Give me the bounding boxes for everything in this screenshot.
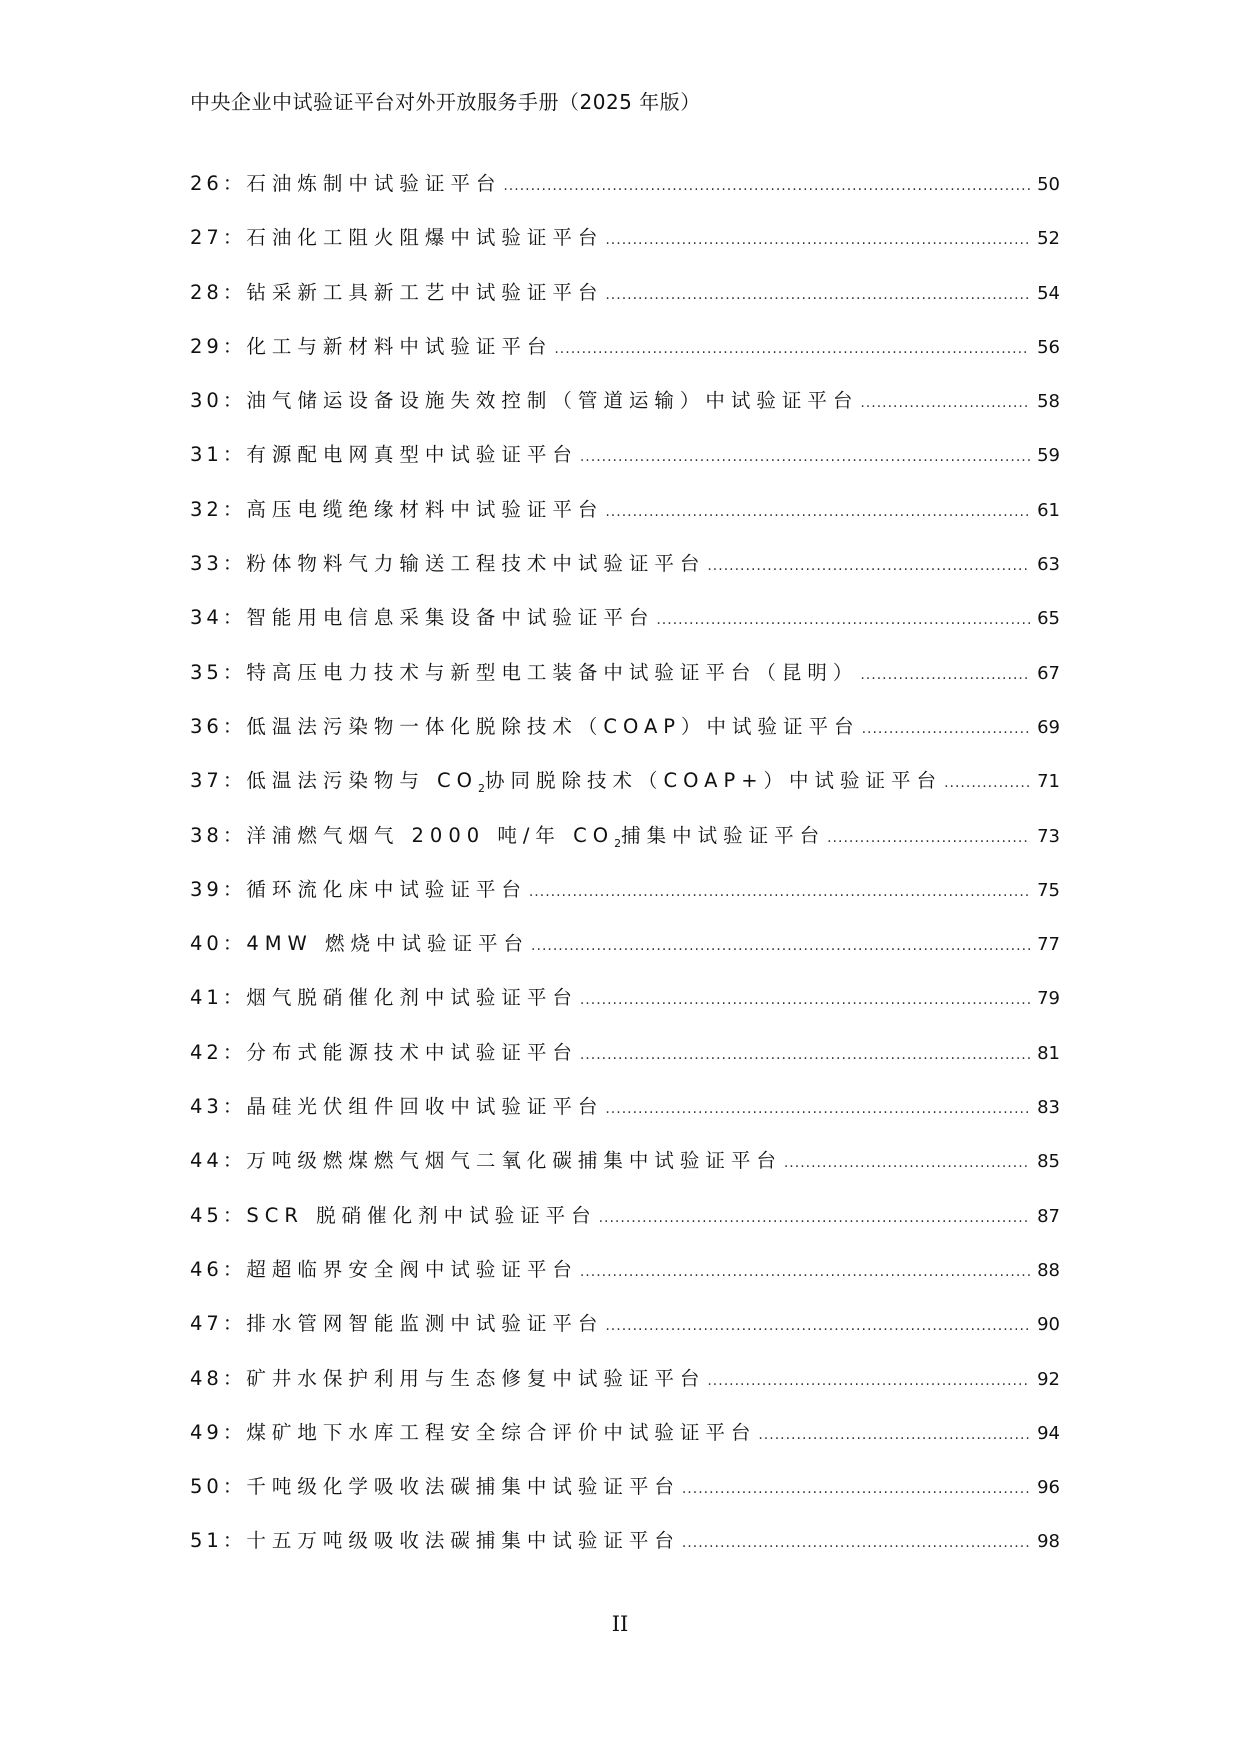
page-header-title: 中央企业中试验证平台对外开放服务手册（2025 年版） [190, 90, 701, 114]
toc-entry-page: 69 [1037, 716, 1060, 738]
toc-dot-leader [605, 1318, 1030, 1334]
toc-dot-leader [758, 1427, 1030, 1443]
toc-entry-number: 42： [190, 1040, 247, 1064]
toc-entry-page: 67 [1037, 662, 1060, 684]
toc-entry-page: 90 [1037, 1314, 1060, 1336]
toc-entry-number: 29： [190, 334, 247, 358]
toc-dot-leader [682, 1481, 1030, 1497]
page-number: II [611, 1612, 629, 1636]
toc-entry-number: 39： [190, 877, 247, 901]
toc-entry-title: 石油炼制中试验证平台 [246, 172, 502, 195]
toc-title-part: 洋浦燃气烟气 2000 吨/年 CO [246, 823, 615, 847]
toc-entry-number: 26： [190, 172, 247, 195]
toc-entry-page: 81 [1037, 1042, 1060, 1064]
toc-entry-title: 油气储运设备设施失效控制（管道运输）中试验证平台 [246, 389, 859, 413]
toc-dot-leader [827, 830, 1030, 846]
toc-entry-title: 低温法污染物一体化脱除技术（COAP）中试验证平台 [246, 714, 860, 738]
toc-entry-page: 94 [1037, 1422, 1060, 1444]
toc-entry-title: 特高压电力技术与新型电工装备中试验证平台（昆明） [246, 660, 859, 684]
toc-dot-leader [531, 938, 1030, 954]
toc-entry[interactable] [190, 439, 1060, 493]
toc-entry[interactable] [190, 548, 1060, 602]
toc-dot-leader [784, 1155, 1030, 1171]
toc-dot-leader [862, 721, 1030, 737]
toc-entry[interactable] [190, 982, 1060, 1036]
toc-dot-leader [944, 775, 1030, 791]
toc-entry-page: 75 [1037, 879, 1060, 901]
toc-dot-leader [707, 558, 1030, 574]
toc-entry-page: 61 [1037, 499, 1060, 521]
toc-entry-title: 千吨级化学吸收法碳捕集中试验证平台 [246, 1475, 680, 1499]
toc-entry-page: 79 [1037, 988, 1060, 1010]
toc-entry-page: 88 [1037, 1259, 1060, 1281]
toc-entry-number: 41： [190, 986, 247, 1010]
toc-entry-title: 高压电缆绝缘材料中试验证平台 [246, 497, 604, 521]
toc-title-part: 捕集中试验证平台 [621, 823, 826, 847]
toc-entry-number: 31： [190, 443, 247, 467]
toc-entry-number: 51： [190, 1529, 247, 1553]
toc-entry-title: 晶硅光伏组件回收中试验证平台 [246, 1095, 604, 1119]
subscript-two: 2 [478, 782, 485, 796]
toc-entry-page: 77 [1037, 934, 1060, 956]
toc-entry[interactable] [190, 385, 1060, 439]
toc-entry-title: 智能用电信息采集设备中试验证平台 [246, 606, 655, 630]
toc-entry-page: 98 [1037, 1531, 1060, 1553]
toc-dot-leader [503, 178, 1030, 194]
toc-entry[interactable] [190, 657, 1060, 711]
toc-entry-page: 96 [1037, 1477, 1060, 1499]
toc-entry-number: 28： [190, 280, 247, 304]
toc-entry-number: 40： [190, 932, 247, 956]
toc-entry-page: 87 [1037, 1205, 1060, 1227]
toc-entry[interactable] [190, 168, 1060, 222]
toc-entry[interactable] [190, 1417, 1060, 1471]
toc-entry-number: 35： [190, 660, 247, 684]
toc-entry[interactable] [190, 1525, 1060, 1579]
toc-entry-number: 47： [190, 1312, 247, 1336]
toc-title-part: 协同脱除技术（COAP+）中试验证平台 [485, 769, 943, 793]
toc-entry-title: 超超临界安全阀中试验证平台 [246, 1257, 578, 1281]
toc-entry[interactable] [190, 874, 1060, 928]
toc-entry-page: 85 [1037, 1151, 1060, 1173]
toc-entry-page: 71 [1037, 771, 1060, 793]
toc-entry-title: 万吨级燃煤燃气烟气二氧化碳捕集中试验证平台 [246, 1149, 782, 1173]
toc-dot-leader [554, 341, 1030, 357]
toc-dot-leader [605, 232, 1030, 248]
toc-entry-title: 钻采新工具新工艺中试验证平台 [246, 280, 604, 304]
toc-entry-title [246, 820, 825, 850]
toc-entry[interactable] [190, 1308, 1060, 1362]
toc-entry-title: 4MW 燃烧中试验证平台 [246, 932, 530, 956]
toc-entry[interactable] [190, 928, 1060, 982]
toc-dot-leader [860, 667, 1030, 683]
toc-entry[interactable] [190, 602, 1060, 656]
table-of-contents [190, 168, 1060, 1580]
toc-dot-leader [529, 884, 1030, 900]
toc-dot-leader [656, 612, 1030, 628]
toc-entry-number: 32： [190, 497, 247, 521]
toc-dot-leader [599, 1210, 1030, 1226]
toc-dot-leader [605, 504, 1030, 520]
toc-dot-leader [682, 1535, 1030, 1551]
toc-entry-page: 50 [1037, 174, 1060, 195]
toc-entry-title: 矿井水保护利用与生态修复中试验证平台 [246, 1366, 706, 1390]
toc-dot-leader [580, 1264, 1030, 1280]
toc-entry-title: 粉体物料气力输送工程技术中试验证平台 [246, 552, 706, 576]
toc-entry-number: 27： [190, 226, 247, 250]
toc-entry-number: 33： [190, 552, 247, 576]
toc-entry-number: 38： [190, 823, 247, 847]
toc-entry-page: 58 [1037, 391, 1060, 413]
toc-title-part: 低温法污染物与 CO [246, 769, 478, 793]
toc-dot-leader [605, 1101, 1030, 1117]
toc-entry-page: 83 [1037, 1097, 1060, 1119]
toc-entry[interactable] [190, 1200, 1060, 1254]
toc-entry-title: 煤矿地下水库工程安全综合评价中试验证平台 [246, 1420, 757, 1444]
toc-entry-title: 有源配电网真型中试验证平台 [246, 443, 578, 467]
toc-entry[interactable] [190, 820, 1060, 874]
toc-dot-leader [580, 1047, 1030, 1063]
toc-entry[interactable] [190, 222, 1060, 276]
toc-dot-leader [580, 449, 1030, 465]
toc-entry-number: 46： [190, 1257, 247, 1281]
toc-entry-number: 43： [190, 1095, 247, 1119]
toc-entry[interactable] [190, 1145, 1060, 1199]
toc-entry-number: 44： [190, 1149, 247, 1173]
toc-entry-title: 循环流化床中试验证平台 [246, 877, 527, 901]
toc-entry-page: 63 [1037, 554, 1060, 576]
toc-entry[interactable] [190, 494, 1060, 548]
toc-entry-page: 73 [1037, 825, 1060, 847]
toc-entry-page: 59 [1037, 445, 1060, 467]
toc-dot-leader [860, 395, 1030, 411]
toc-entry[interactable] [190, 331, 1060, 385]
toc-entry-page: 54 [1037, 282, 1060, 304]
toc-entry-page: 52 [1037, 228, 1060, 250]
toc-entry[interactable] [190, 711, 1060, 765]
toc-entry[interactable] [190, 765, 1060, 819]
toc-entry[interactable] [190, 277, 1060, 331]
toc-entry-number: 30： [190, 389, 247, 413]
toc-entry-title: 分布式能源技术中试验证平台 [246, 1040, 578, 1064]
toc-entry-title: 烟气脱硝催化剂中试验证平台 [246, 986, 578, 1010]
toc-dot-leader [605, 287, 1030, 303]
toc-entry-title: 化工与新材料中试验证平台 [246, 334, 553, 358]
toc-dot-leader [580, 992, 1030, 1008]
subscript-two: 2 [614, 836, 622, 850]
toc-entry-page: 65 [1037, 608, 1060, 630]
toc-entry-number: 37： [190, 769, 247, 793]
toc-entry-title: 十五万吨级吸收法碳捕集中试验证平台 [246, 1529, 680, 1553]
toc-entry[interactable] [190, 1363, 1060, 1417]
toc-entry-number: 48： [190, 1366, 247, 1390]
toc-entry-number: 45： [190, 1203, 247, 1227]
toc-entry-page: 92 [1037, 1368, 1060, 1390]
toc-entry-number: 50： [190, 1475, 247, 1499]
toc-entry-page: 56 [1037, 336, 1060, 358]
toc-entry-title: 排水管网智能监测中试验证平台 [246, 1312, 604, 1336]
toc-entry-number: 36： [190, 714, 247, 738]
toc-entry[interactable] [190, 1471, 1060, 1525]
toc-entry[interactable] [190, 1037, 1060, 1091]
toc-entry[interactable] [190, 1091, 1060, 1145]
toc-entry-number: 49： [190, 1420, 247, 1444]
toc-entry-title: 石油化工阻火阻爆中试验证平台 [246, 226, 604, 250]
toc-dot-leader [707, 1373, 1030, 1389]
toc-entry-title: SCR 脱硝催化剂中试验证平台 [246, 1203, 597, 1227]
toc-entry[interactable] [190, 1254, 1060, 1308]
toc-entry-title [246, 765, 942, 795]
toc-entry-number: 34： [190, 606, 247, 630]
